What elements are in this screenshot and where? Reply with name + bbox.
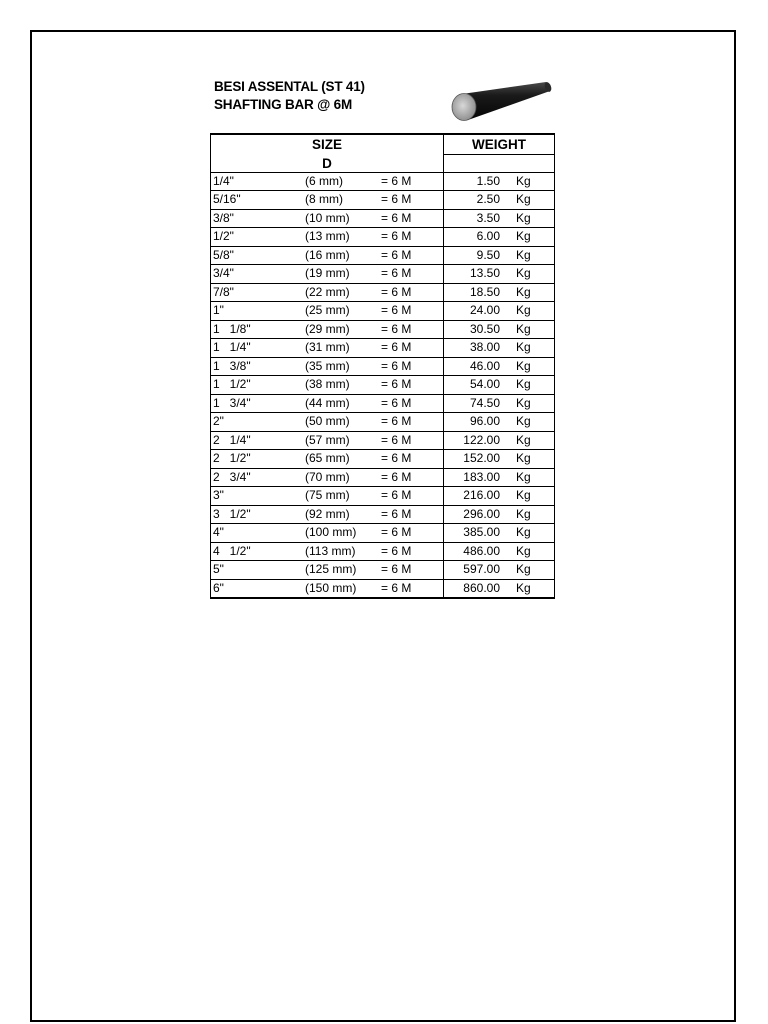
length-cell: = 6 M bbox=[379, 283, 444, 302]
weight-unit-cell: Kg bbox=[512, 450, 555, 469]
table-row bbox=[211, 172, 555, 191]
weight-value-cell: 3.50 bbox=[444, 209, 513, 228]
size-inch-cell: 5/16" bbox=[211, 191, 304, 210]
size-mm-cell: (22 mm) bbox=[303, 283, 379, 302]
size-mm-cell: (65 mm) bbox=[303, 450, 379, 469]
table-row bbox=[211, 431, 555, 450]
weight-unit-cell: Kg bbox=[512, 357, 555, 376]
size-mm-cell: (125 mm) bbox=[303, 561, 379, 580]
weight-unit-cell: Kg bbox=[512, 394, 555, 413]
size-mm-cell: (25 mm) bbox=[303, 302, 379, 321]
weight-unit-cell: Kg bbox=[512, 265, 555, 284]
table-row bbox=[211, 505, 555, 524]
size-inch-cell: 4" bbox=[211, 524, 304, 543]
size-mm-cell: (29 mm) bbox=[303, 320, 379, 339]
size-mm-cell: (6 mm) bbox=[303, 172, 379, 191]
table-header-row bbox=[211, 134, 555, 155]
size-inch-cell: 2 1/4" bbox=[211, 431, 304, 450]
size-mm-cell: (57 mm) bbox=[303, 431, 379, 450]
weight-unit-cell: Kg bbox=[512, 320, 555, 339]
weight-unit-cell: Kg bbox=[512, 191, 555, 210]
weight-value-cell: 24.00 bbox=[444, 302, 513, 321]
length-cell: = 6 M bbox=[379, 172, 444, 191]
length-cell: = 6 M bbox=[379, 505, 444, 524]
length-cell: = 6 M bbox=[379, 320, 444, 339]
weight-value-cell: 18.50 bbox=[444, 283, 513, 302]
weight-value-cell: 74.50 bbox=[444, 394, 513, 413]
size-inch-cell: 1" bbox=[211, 302, 304, 321]
size-inch-cell: 2 3/4" bbox=[211, 468, 304, 487]
weight-value-cell: 122.00 bbox=[444, 431, 513, 450]
table-row bbox=[211, 394, 555, 413]
size-mm-cell: (10 mm) bbox=[303, 209, 379, 228]
weight-unit-cell: Kg bbox=[512, 283, 555, 302]
size-mm-cell: (50 mm) bbox=[303, 413, 379, 432]
size-mm-cell: (19 mm) bbox=[303, 265, 379, 284]
length-cell: = 6 M bbox=[379, 191, 444, 210]
weight-value-cell: 6.00 bbox=[444, 228, 513, 247]
weight-value-cell: 54.00 bbox=[444, 376, 513, 395]
size-inch-cell: 4 1/2" bbox=[211, 542, 304, 561]
size-mm-cell: (16 mm) bbox=[303, 246, 379, 265]
weight-value-cell: 296.00 bbox=[444, 505, 513, 524]
weight-value-cell: 1.50 bbox=[444, 172, 513, 191]
weight-unit-cell: Kg bbox=[512, 413, 555, 432]
weight-unit-cell: Kg bbox=[512, 228, 555, 247]
size-mm-cell: (92 mm) bbox=[303, 505, 379, 524]
length-cell: = 6 M bbox=[379, 561, 444, 580]
table-row bbox=[211, 320, 555, 339]
table-row bbox=[211, 579, 555, 598]
weight-value-cell: 38.00 bbox=[444, 339, 513, 358]
weight-unit-cell: Kg bbox=[512, 339, 555, 358]
weight-unit-cell: Kg bbox=[512, 302, 555, 321]
table-row bbox=[211, 561, 555, 580]
weight-unit-cell: Kg bbox=[512, 561, 555, 580]
table-row bbox=[211, 357, 555, 376]
length-cell: = 6 M bbox=[379, 487, 444, 506]
size-inch-cell: 1 1/8" bbox=[211, 320, 304, 339]
size-inch-cell: 6" bbox=[211, 579, 304, 598]
length-cell: = 6 M bbox=[379, 524, 444, 543]
length-cell: = 6 M bbox=[379, 450, 444, 469]
table-row bbox=[211, 487, 555, 506]
table-row bbox=[211, 246, 555, 265]
title-line-1: BESI ASSENTAL (ST 41) bbox=[214, 79, 365, 94]
weight-unit-cell: Kg bbox=[512, 246, 555, 265]
table-row bbox=[211, 468, 555, 487]
weight-value-cell: 152.00 bbox=[444, 450, 513, 469]
size-mm-cell: (38 mm) bbox=[303, 376, 379, 395]
size-mm-cell: (75 mm) bbox=[303, 487, 379, 506]
size-inch-cell: 1 3/4" bbox=[211, 394, 304, 413]
table-row bbox=[211, 542, 555, 561]
weight-value-cell: 30.50 bbox=[444, 320, 513, 339]
diameter-header: D bbox=[211, 155, 444, 173]
size-inch-cell: 1/4" bbox=[211, 172, 304, 191]
size-mm-cell: (13 mm) bbox=[303, 228, 379, 247]
weight-value-cell: 9.50 bbox=[444, 246, 513, 265]
table-subheader-row bbox=[211, 155, 555, 173]
weight-unit-cell: Kg bbox=[512, 505, 555, 524]
length-cell: = 6 M bbox=[379, 357, 444, 376]
weight-subheader-empty bbox=[444, 155, 555, 173]
title-line-2: SHAFTING BAR @ 6M bbox=[214, 97, 353, 112]
size-mm-cell: (35 mm) bbox=[303, 357, 379, 376]
weight-value-cell: 96.00 bbox=[444, 413, 513, 432]
weight-value-cell: 46.00 bbox=[444, 357, 513, 376]
length-cell: = 6 M bbox=[379, 413, 444, 432]
weight-unit-cell: Kg bbox=[512, 524, 555, 543]
length-cell: = 6 M bbox=[379, 339, 444, 358]
steel-bar-image bbox=[448, 80, 552, 126]
weight-value-cell: 486.00 bbox=[444, 542, 513, 561]
weight-value-cell: 860.00 bbox=[444, 579, 513, 598]
length-cell: = 6 M bbox=[379, 209, 444, 228]
table-row bbox=[211, 209, 555, 228]
weight-header: WEIGHT bbox=[444, 134, 555, 155]
table-row bbox=[211, 228, 555, 247]
length-cell: = 6 M bbox=[379, 431, 444, 450]
size-inch-cell: 1 3/8" bbox=[211, 357, 304, 376]
size-inch-cell: 7/8" bbox=[211, 283, 304, 302]
length-cell: = 6 M bbox=[379, 246, 444, 265]
length-cell: = 6 M bbox=[379, 468, 444, 487]
length-cell: = 6 M bbox=[379, 394, 444, 413]
weight-table bbox=[210, 133, 555, 599]
weight-value-cell: 13.50 bbox=[444, 265, 513, 284]
weight-unit-cell: Kg bbox=[512, 431, 555, 450]
size-inch-cell: 2 1/2" bbox=[211, 450, 304, 469]
table-row bbox=[211, 339, 555, 358]
weight-value-cell: 216.00 bbox=[444, 487, 513, 506]
weight-unit-cell: Kg bbox=[512, 172, 555, 191]
size-inch-cell: 5/8" bbox=[211, 246, 304, 265]
weight-unit-cell: Kg bbox=[512, 468, 555, 487]
length-cell: = 6 M bbox=[379, 376, 444, 395]
size-inch-cell: 2" bbox=[211, 413, 304, 432]
weight-unit-cell: Kg bbox=[512, 209, 555, 228]
table-row bbox=[211, 524, 555, 543]
weight-unit-cell: Kg bbox=[512, 579, 555, 598]
size-mm-cell: (8 mm) bbox=[303, 191, 379, 210]
size-mm-cell: (31 mm) bbox=[303, 339, 379, 358]
table-row bbox=[211, 302, 555, 321]
table-row bbox=[211, 413, 555, 432]
size-inch-cell: 1/2" bbox=[211, 228, 304, 247]
size-inch-cell: 1 1/4" bbox=[211, 339, 304, 358]
size-mm-cell: (100 mm) bbox=[303, 524, 379, 543]
weight-value-cell: 385.00 bbox=[444, 524, 513, 543]
table-row bbox=[211, 450, 555, 469]
weight-unit-cell: Kg bbox=[512, 542, 555, 561]
table-row bbox=[211, 376, 555, 395]
weight-value-cell: 183.00 bbox=[444, 468, 513, 487]
size-mm-cell: (150 mm) bbox=[303, 579, 379, 598]
weight-value-cell: 597.00 bbox=[444, 561, 513, 580]
table-row bbox=[211, 191, 555, 210]
weight-unit-cell: Kg bbox=[512, 487, 555, 506]
size-inch-cell: 3" bbox=[211, 487, 304, 506]
size-mm-cell: (113 mm) bbox=[303, 542, 379, 561]
size-inch-cell: 1 1/2" bbox=[211, 376, 304, 395]
length-cell: = 6 M bbox=[379, 302, 444, 321]
size-mm-cell: (44 mm) bbox=[303, 394, 379, 413]
size-mm-cell: (70 mm) bbox=[303, 468, 379, 487]
length-cell: = 6 M bbox=[379, 265, 444, 284]
length-cell: = 6 M bbox=[379, 542, 444, 561]
weight-unit-cell: Kg bbox=[512, 376, 555, 395]
size-header: SIZE bbox=[211, 134, 444, 155]
length-cell: = 6 M bbox=[379, 579, 444, 598]
size-inch-cell: 3 1/2" bbox=[211, 505, 304, 524]
size-inch-cell: 3/4" bbox=[211, 265, 304, 284]
weight-value-cell: 2.50 bbox=[444, 191, 513, 210]
length-cell: = 6 M bbox=[379, 228, 444, 247]
size-inch-cell: 5" bbox=[211, 561, 304, 580]
table-row bbox=[211, 283, 555, 302]
table-row bbox=[211, 265, 555, 284]
document-title bbox=[214, 78, 365, 114]
size-inch-cell: 3/8" bbox=[211, 209, 304, 228]
